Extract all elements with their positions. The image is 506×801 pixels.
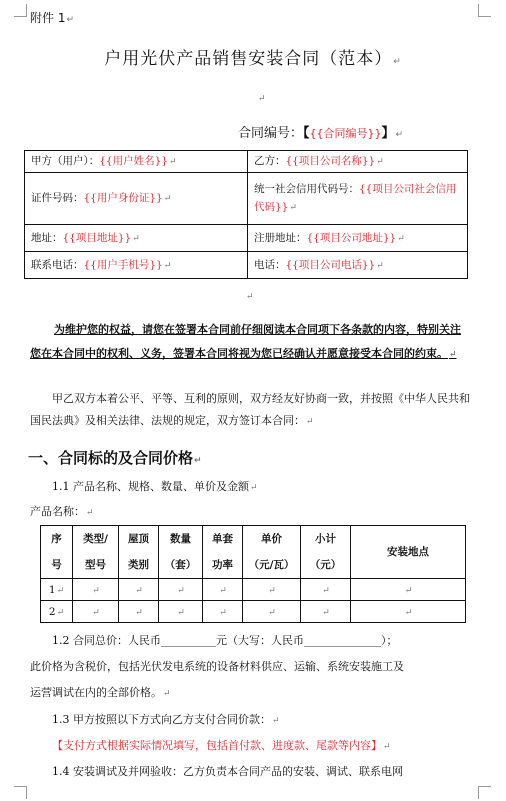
- clause-1-2: 1.2 合同总价：人民币__________元（大写：人民币______________）；: [52, 634, 398, 647]
- col-header-roof: 屋顶 类别: [119, 526, 159, 579]
- table-cell[interactable]: ↵: [119, 601, 159, 623]
- contract-number: 合同编号：【{{合同编号}}】↵: [238, 126, 404, 141]
- product-table: [40, 525, 466, 623]
- product-table-header: [41, 526, 466, 579]
- section-1-heading: 一、合同标的及合同价格↵: [28, 449, 202, 467]
- party-a-address-field[interactable]: {{项目地址}}: [62, 231, 132, 244]
- table-cell[interactable]: ↵: [159, 601, 203, 623]
- party-b-credit-code-cell: 统一社会信用代码号：{{项目公司社会信用代码}}↵: [248, 173, 468, 225]
- contract-number-label: 合同编号：: [238, 126, 304, 141]
- document-title: 户用光伏产品销售安装合同（范本）↵: [104, 49, 402, 69]
- party-a-name-cell: 甲方（用户）：{{用户姓名}}↵: [25, 151, 248, 173]
- intro-paragraph: 甲乙双方本着公平、平等、互利的原则，双方经友好协商一致，并按照《中华人民共和国民法典》及相关法律、法规的规定，双方签订本合同：↵: [30, 392, 470, 427]
- party-b-address-cell: 注册地址：{{项目公司地址}}↵: [248, 225, 468, 252]
- table-cell[interactable]: ↵: [351, 601, 466, 623]
- table-cell[interactable]: ↵: [301, 601, 351, 623]
- table-cell[interactable]: ↵: [73, 601, 119, 623]
- table-cell[interactable]: ↵: [203, 601, 243, 623]
- table-cell[interactable]: ↵: [243, 601, 301, 623]
- party-b-address-field[interactable]: {{项目公司地址}}: [306, 231, 397, 244]
- party-b-phone-cell: 电话：{{项目公司电话}}↵: [248, 252, 468, 279]
- product-name-label: 产品名称：↵: [30, 505, 94, 518]
- col-header-unit-price: 单价 （元/瓦）: [243, 526, 301, 579]
- table-cell[interactable]: ↵: [301, 579, 351, 601]
- party-a-name-field[interactable]: {{用户姓名}}: [99, 155, 168, 167]
- table-cell[interactable]: ↵: [351, 579, 466, 601]
- row-index: 1↵: [41, 579, 73, 601]
- crop-mark-bottom-left: [14, 786, 27, 799]
- clause-1-2-end: 运营调试在内的全部价格。↵: [30, 686, 171, 699]
- party-a-address-cell: 地址：{{项目地址}}↵: [25, 225, 248, 252]
- crop-mark-bottom-right: [478, 786, 491, 799]
- table-cell[interactable]: ↵: [203, 579, 243, 601]
- party-b-phone-field[interactable]: {{项目公司电话}}: [285, 258, 376, 271]
- clause-1-1: 1.1 产品名称、规格、数量、单价及金额↵: [52, 480, 258, 493]
- col-header-index: 序 号: [41, 526, 73, 579]
- table-row: [41, 579, 466, 601]
- payment-method-note: 【支付方式根据实际情况填写，包括首付款、进度款、尾款等内容】↵: [52, 739, 391, 752]
- table-cell[interactable]: ↵: [119, 579, 159, 601]
- party-a-phone-cell: 联系电话：{{用户手机号}}↵: [25, 252, 248, 279]
- paragraph-mark: ↵: [258, 94, 266, 104]
- annex-label: 附件 1↵: [30, 11, 74, 25]
- table-cell[interactable]: ↵: [159, 579, 203, 601]
- table-cell[interactable]: ↵: [73, 579, 119, 601]
- col-header-subtotal: 小计 （元）: [301, 526, 351, 579]
- party-a-id-field[interactable]: {{用户身份证}}: [83, 192, 163, 204]
- crop-mark-top-right: [478, 4, 491, 17]
- row-index: 2↵: [41, 601, 73, 623]
- party-info-table: [24, 150, 468, 279]
- table-row: [41, 601, 466, 623]
- notice-paragraph: 为维护您的权益，请您在签署本合同前仔细阅读本合同项下各条款的内容，特别关注您在本合同中的权利、义务，签署本合同将视为您已经确认并愿意接受本合同的约束。↵: [30, 323, 461, 360]
- table-cell[interactable]: ↵: [243, 579, 301, 601]
- party-b-name-field[interactable]: {{项目公司名称}}: [285, 155, 376, 167]
- crop-mark-top-left: [14, 4, 27, 17]
- party-a-id-cell: 证件号码：{{用户身份证}}↵: [25, 173, 248, 225]
- col-header-location: 安装地点: [351, 526, 466, 579]
- party-b-credit-code-field[interactable]: {{项目公司社会信用代码}}: [254, 183, 457, 213]
- party-a-phone-field[interactable]: {{用户手机号}}: [83, 258, 163, 271]
- party-b-name-cell: 乙方：{{项目公司名称}}↵: [248, 151, 468, 173]
- col-header-quantity: 数量 （套）: [159, 526, 203, 579]
- contract-number-field[interactable]: {{合同编号}}: [309, 127, 382, 140]
- clause-1-2-continued: 此价格为含税价，包括光伏发电系统的设备材料供应、运输、系统安装施工及: [30, 660, 404, 673]
- col-header-power: 单套 功率: [203, 526, 243, 579]
- col-header-model: 类型/ 型号: [73, 526, 119, 579]
- paragraph-mark: ↵: [246, 292, 254, 302]
- clause-1-4: 1.4 安装调试及并网验收：乙方负责本合同产品的安装、调试、联系电网: [52, 765, 403, 778]
- clause-1-3: 1.3 甲方按照以下方式向乙方支付合同价款：↵: [52, 713, 280, 726]
